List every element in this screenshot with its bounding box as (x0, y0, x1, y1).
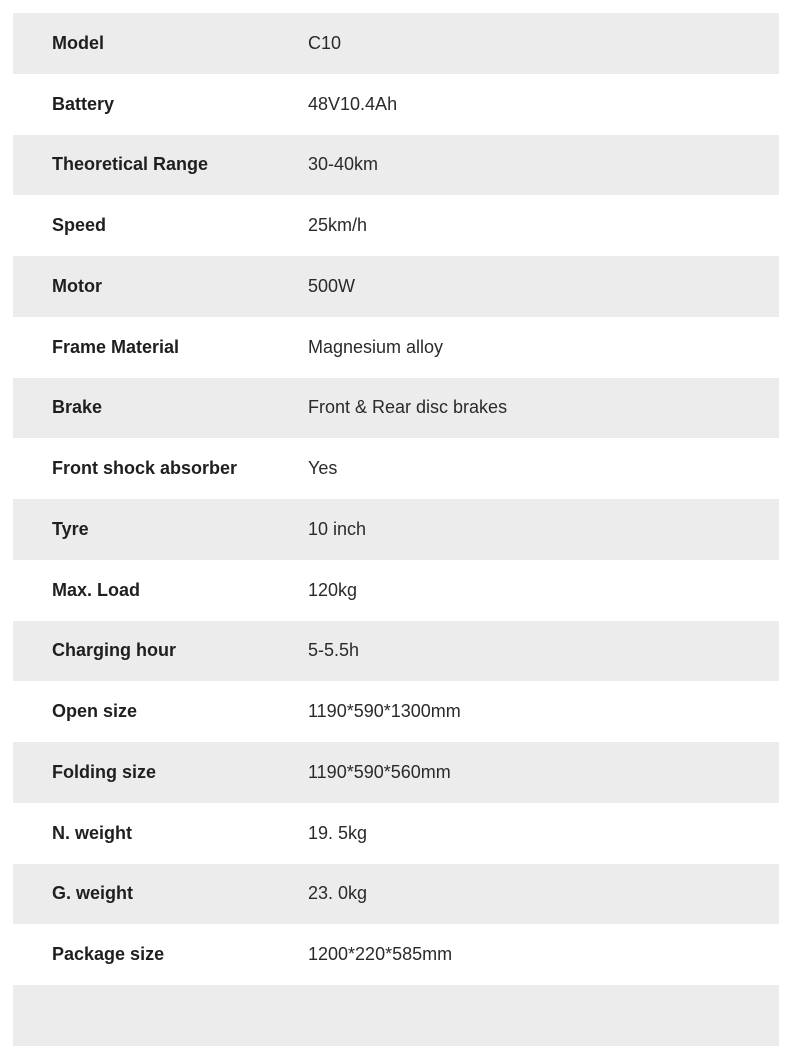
spec-value: 1200*220*585mm (308, 944, 453, 965)
spec-row-motor (13, 256, 779, 317)
spec-value: Front & Rear disc brakes (308, 397, 508, 418)
spec-row-theoretical-range (13, 135, 779, 196)
spec-row-battery (13, 74, 779, 135)
spec-label: Battery (52, 93, 115, 114)
spec-label: Motor (52, 275, 102, 296)
spec-value: 19. 5kg (308, 822, 368, 843)
spec-value: 30-40km (308, 154, 379, 175)
spec-row-frame-material (13, 317, 779, 378)
spec-label: Speed (52, 215, 107, 236)
spec-value: C10 (308, 32, 342, 53)
spec-label: Model (52, 32, 104, 53)
spec-value: 120kg (308, 579, 358, 600)
spec-label: Tyre (52, 518, 89, 539)
spec-value: 1190*590*560mm (308, 761, 451, 782)
spec-row-gross-weight (13, 864, 779, 925)
spec-row-brake (13, 378, 779, 439)
spec-row-speed (13, 195, 779, 256)
spec-row-open-size (13, 681, 779, 742)
spec-label: Open size (52, 701, 138, 722)
spec-value: 25km/h (308, 215, 368, 236)
spec-label: Folding size (52, 761, 157, 782)
spec-value: 500W (308, 275, 356, 296)
spec-row-model (13, 13, 779, 74)
spec-value: 23. 0kg (308, 883, 368, 904)
spec-value: Yes (308, 458, 338, 479)
spec-row-tyre (13, 499, 779, 560)
spec-value: Magnesium alloy (308, 336, 444, 357)
spec-row-net-weight (13, 803, 779, 864)
spec-label: Charging hour (52, 640, 176, 661)
spec-label: Max. Load (52, 579, 141, 600)
spec-label: Front shock absorber (52, 458, 238, 479)
spec-label: Frame Material (52, 336, 180, 357)
spec-value: 1190*590*1300mm (308, 701, 461, 722)
spec-row-charging-hour (13, 621, 779, 682)
spec-table (13, 13, 779, 1046)
spec-label: Theoretical Range (52, 154, 209, 175)
spec-value: 10 inch (308, 518, 367, 539)
spec-label: N. weight (52, 822, 132, 843)
spec-row-max-load (13, 560, 779, 621)
spec-label: Brake (52, 397, 103, 418)
spec-label: G. weight (52, 883, 133, 904)
spec-label: Package size (52, 944, 165, 965)
spec-row-package-size (13, 924, 779, 985)
spec-value: 5-5.5h (308, 640, 360, 661)
spec-row-empty (13, 985, 779, 1046)
spec-value: 48V10.4Ah (308, 93, 398, 114)
spec-row-folding-size (13, 742, 779, 803)
spec-row-front-shock-absorber (13, 438, 779, 499)
